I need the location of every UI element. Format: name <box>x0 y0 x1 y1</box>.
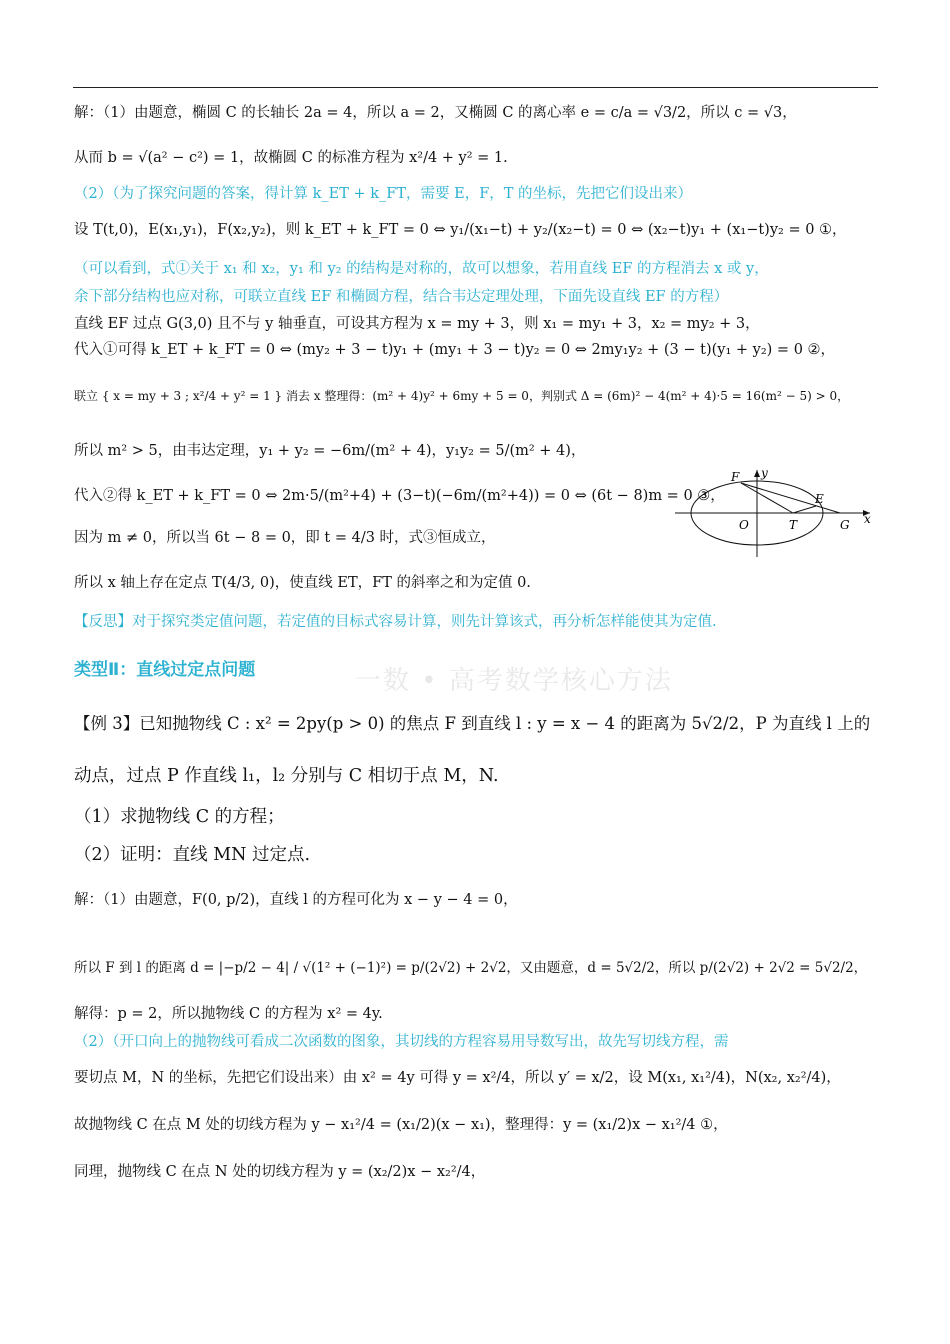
setup-line: 设 T(t,0)，E(x₁,y₁)，F(x₂,y₂)，则 k_ET + k_FT = 0 ⇔ y₁/(x₁−t) + y₂/(x₂−t) = 0 ⇔ (x₂−t)y₁ + (x₁−t)y₂ = 0 ①， <box>74 222 847 238</box>
fixed-point-line: 所以 x 轴上存在定点 T(4/3, 0)，使直线 ET，FT 的斜率之和为定值 0. <box>74 575 531 591</box>
simultaneous-system: 联立 { x = my + 3 ; x²/4 + y² = 1 } 消去 x 整理得：(m² + 4)y² + 6my + 5 = 0，判别式 Δ = (6m)² − 4(m² + 4)·5 = 16(m² − 5) > 0， <box>74 389 850 403</box>
solution2-hint-2: 要切点 M，N 的坐标，先把它们设出来）由 x² = 4y 可得 y = x²/4，所以 y′ = x/2，设 M(x₁, x₁²/4)，N(x₂, x₂²/4)， <box>74 1070 841 1086</box>
label-y: y <box>761 466 768 480</box>
remark-line-2: 余下部分结构也应对称，可联立直线 EF 和椭圆方程，结合韦达定理处理，下面先设直线 EF 的方程） <box>74 289 729 305</box>
tangent-n-line: 同理，抛物线 C 在点 N 处的切线方程为 y = (x₂/2)x − x₂²/4， <box>74 1164 486 1180</box>
substitute-2-line: 代入②得 k_ET + k_FT = 0 ⇔ 2m·5/(m²+4) + (3−t)(−6m/(m²+4)) = 0 ⇔ (6t − 8)m = 0 ③， <box>74 488 725 504</box>
example3-line-2: 动点，过点 P 作直线 l₁，l₂ 分别与 C 相切于点 M，N. <box>74 766 499 786</box>
solution-line-1: 解：（1）由题意，椭圆 C 的长轴长 2a = 4，所以 a = 2，又椭圆 C 的离心率 e = c/a = √3/2，所以 c = √3， <box>74 105 797 121</box>
section-heading: 类型Ⅱ：直线过定点问题 <box>74 660 256 680</box>
reflection-line: 【反思】对于探究类定值问题，若定值的目标式容易计算，则先计算该式，再分析怎样能使其为定值. <box>74 614 717 630</box>
label-f: F <box>731 470 740 484</box>
label-g: G <box>840 518 850 532</box>
part2-hint: （2）（为了探究问题的答案，得计算 k_ET + k_FT，需要 E，F，T 的坐标，先把它们设出来） <box>74 186 693 202</box>
top-rule <box>73 87 878 88</box>
solution2-hint-1: （2）（开口向上的抛物线可看成二次函数的图象，其切线的方程容易用导数写出，故先写切线方程，需 <box>74 1034 729 1050</box>
tangent-m-line: 故抛物线 C 在点 M 处的切线方程为 y − x₁²/4 = (x₁/2)(x − x₁)，整理得：y = (x₁/2)x − x₁²/4 ①， <box>74 1117 728 1133</box>
line-ef <box>741 483 840 513</box>
example3-q1: （1）求抛物线 C 的方程； <box>74 807 285 827</box>
solution-line-2: 从而 b = √(a² − c²) = 1，故椭圆 C 的标准方程为 x²/4 + y² = 1. <box>74 150 508 166</box>
solution2-distance: 所以 F 到 l 的距离 d = |−p/2 − 4| / √(1² + (−1)²) = p/(2√2) + 2√2，又由题意，d = 5√2/2，所以 p/(2√2) + 2√2 = 5√2/2， <box>74 960 868 976</box>
remark-line-1: （可以看到，式①关于 x₁ 和 x₂，y₁ 和 y₂ 的结构是对称的，故可以想象，若用直线 EF 的方程消去 x 或 y， <box>74 261 769 277</box>
ellipse-figure <box>675 465 885 560</box>
label-e: E <box>815 492 824 506</box>
example3-line-1: 【例 3】已知抛物线 C : x² = 2py(p > 0) 的焦点 F 到直线 l : y = x − 4 的距离为 5√2/2，P 为直线 l 上的 <box>74 714 871 733</box>
watermark: 一数 • 高考数学核心方法 <box>355 666 673 696</box>
conclusion-t-line: 因为 m ≠ 0，所以当 6t − 8 = 0，即 t = 4/3 时，式③恒成立， <box>74 530 496 546</box>
label-o: O <box>739 518 749 532</box>
line-ft <box>741 483 793 513</box>
line-et <box>793 506 816 513</box>
example3-q2: （2）证明：直线 MN 过定点. <box>74 845 311 865</box>
line-ef-equation: 直线 EF 过点 G(3,0) 且不与 y 轴垂直，可设其方程为 x = my + 3，则 x₁ = my₁ + 3，x₂ = my₂ + 3， <box>74 316 760 332</box>
vieta-line: 所以 m² > 5，由韦达定理，y₁ + y₂ = −6m/(m² + 4)，y₁y₂ = 5/(m² + 4)， <box>74 443 586 459</box>
label-x: x <box>864 512 871 526</box>
solution2-result: 解得：p = 2，所以抛物线 C 的方程为 x² = 4y. <box>74 1006 383 1022</box>
substitute-line: 代入①可得 k_ET + k_FT = 0 ⇔ (my₂ + 3 − t)y₁ + (my₁ + 3 − t)y₂ = 0 ⇔ 2my₁y₂ + (3 − t)(y₁ + y₂) = 0 ②， <box>74 342 836 358</box>
label-t: T <box>789 518 798 532</box>
solution2-line-1: 解：（1）由题意，F(0, p/2)，直线 l 的方程可化为 x − y − 4 = 0， <box>74 892 518 908</box>
y-axis-arrow <box>754 470 760 477</box>
